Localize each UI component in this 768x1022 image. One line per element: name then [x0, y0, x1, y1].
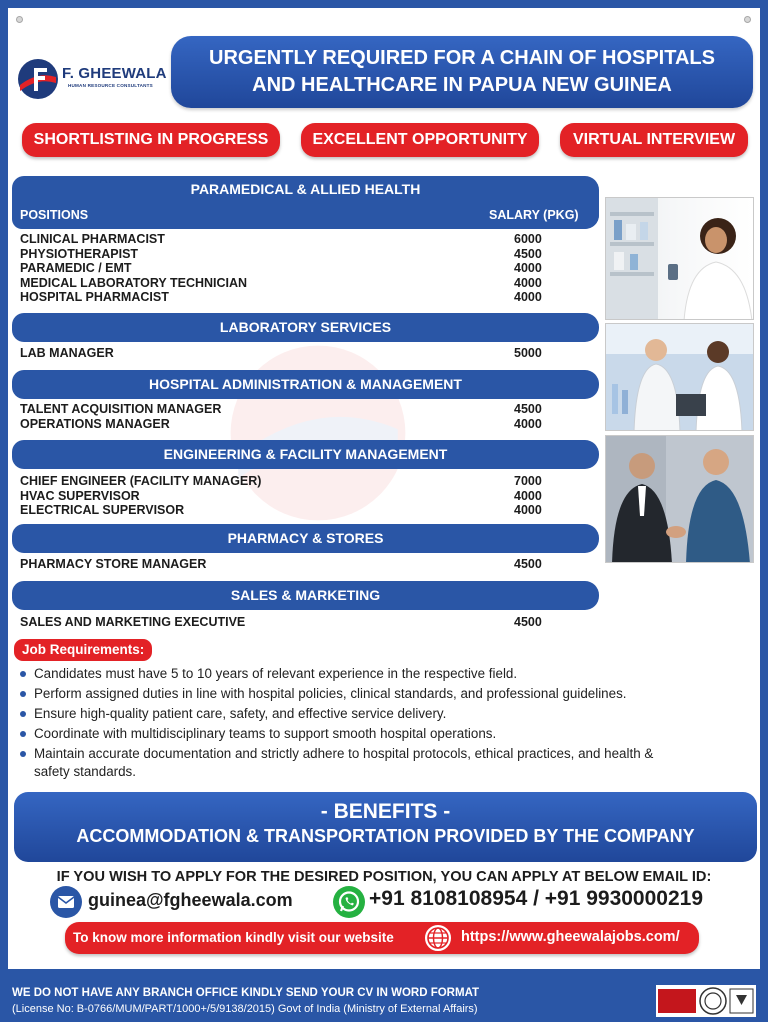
job-list [20, 232, 580, 305]
positions-header: POSITIONS [20, 208, 89, 222]
requirement-item: Candidates must have 5 to 10 years of relevant experience in the respective field. [16, 665, 736, 685]
iso-badge-icon [658, 989, 696, 1013]
section-title: PARAMEDICAL & ALLIED HEALTH [190, 181, 421, 197]
section-header-laboratory [12, 313, 599, 342]
section-title: SALES & MARKETING [230, 587, 381, 603]
section-header-administration [12, 370, 599, 399]
job-row [20, 557, 580, 572]
pin-dot [744, 16, 751, 23]
footer-notice: WE DO NOT HAVE ANY BRANCH OFFICE KINDLY SEND YOUR CV IN WORD FORMAT [12, 987, 480, 999]
requirements-label: Job Requirements: [14, 639, 152, 661]
pin-dot [16, 16, 23, 23]
email-address[interactable]: guinea@fgheewala.com [88, 890, 293, 910]
job-row [20, 261, 580, 276]
job-title: HOSPITAL PHARMACIST [20, 290, 169, 305]
headline-banner [171, 36, 753, 108]
job-title: MEDICAL LABORATORY TECHNICIAN [20, 275, 248, 290]
job-title: LAB MANAGER [20, 346, 114, 360]
job-row [20, 290, 580, 305]
job-list [20, 615, 580, 630]
job-salary: 5000 [514, 346, 542, 360]
footer-license: (License No: B-0766/MUM/PART/1000+/5/9138/2015) Govt of India (Ministry of External Affairs) [12, 1003, 478, 1015]
job-title: TALENT ACQUISITION MANAGER [20, 402, 222, 416]
job-row [20, 232, 580, 247]
job-list [20, 557, 580, 572]
company-logo [16, 53, 176, 109]
certification-badges [656, 985, 756, 1017]
benefits-banner [14, 792, 757, 862]
job-salary: 4500 [514, 615, 542, 629]
job-salary: 4000 [514, 290, 542, 305]
headline-line-2: AND HEALTHCARE IN PAPUA NEW GUINEA [252, 74, 672, 96]
job-row [20, 615, 580, 630]
job-salary: 4000 [514, 503, 542, 518]
job-salary: 7000 [514, 474, 542, 488]
section-title: LABORATORY SERVICES [219, 319, 392, 335]
requirement-item: Perform assigned duties in line with hospital policies, clinical standards, and professional guidelines. [16, 685, 736, 705]
handshake-illustration [606, 436, 754, 563]
handshake-photo [605, 435, 754, 563]
whatsapp-icon [333, 886, 365, 918]
job-salary: 4000 [514, 488, 542, 503]
tag-opportunity: EXCELLENT OPPORTUNITY [301, 123, 539, 157]
job-title: PARAMEDIC / EMT [20, 261, 132, 276]
job-salary: 4500 [514, 246, 542, 261]
section-title: HOSPITAL ADMINISTRATION & MANAGEMENT [149, 376, 462, 392]
job-row [20, 276, 580, 291]
job-row [20, 489, 580, 504]
job-title: PHYSIOTHERAPIST [20, 246, 139, 261]
job-salary: 4000 [514, 275, 542, 290]
globe-icon [423, 923, 453, 953]
bureau-veritas-icon [700, 988, 726, 1014]
requirement-item: Coordinate with multidisciplinary teams to support smooth hospital operations. [16, 725, 736, 745]
job-row [20, 417, 580, 432]
requirements-list [16, 665, 736, 781]
brand-tagline: HUMAN RESOURCE CONSULTANTS [68, 83, 153, 88]
job-salary: 4500 [514, 402, 542, 416]
job-row [20, 474, 580, 489]
table-header [12, 204, 599, 229]
tag-shortlisting: SHORTLISTING IN PROGRESS [22, 123, 280, 157]
envelope-icon [50, 886, 82, 918]
job-title: PHARMACY STORE MANAGER [20, 557, 207, 571]
lab-photo [605, 323, 754, 431]
requirement-item: Maintain accurate documentation and strictly adhere to hospital protocols, ethical practices, and health & safety standards. [16, 745, 666, 781]
headline-line-1: URGENTLY REQUIRED FOR A CHAIN OF HOSPITALS [209, 47, 715, 69]
salary-header: SALARY (PKG) [489, 208, 579, 222]
website-label: To know more information kindly visit our website [73, 930, 394, 945]
section-title: PHARMACY & STORES [227, 530, 384, 546]
brand-name: F. GHEEWALA [62, 65, 167, 82]
website-link[interactable]: https://www.gheewalajobs.com/ [461, 929, 680, 945]
job-title: SALES AND MARKETING EXECUTIVE [20, 615, 246, 629]
job-row [20, 402, 580, 417]
job-salary: 6000 [514, 232, 542, 246]
job-salary: 4000 [514, 261, 542, 276]
job-row [20, 346, 580, 361]
job-title: OPERATIONS MANAGER [20, 416, 170, 431]
job-row [20, 503, 580, 518]
section-header-sales [12, 581, 599, 610]
benefits-text: ACCOMMODATION & TRANSPORTATION PROVIDED BY THE COMPANY [76, 826, 695, 846]
job-title: CLINICAL PHARMACIST [20, 232, 165, 246]
job-salary: 4500 [514, 557, 542, 571]
job-list [20, 402, 580, 431]
requirement-item: Ensure high-quality patient care, safety, and effective service delivery. [16, 705, 736, 725]
section-title: ENGINEERING & FACILITY MANAGEMENT [163, 446, 448, 462]
job-title: CHIEF ENGINEER (FACILITY MANAGER) [20, 474, 262, 488]
pharmacist-illustration [606, 198, 754, 320]
f-logo-icon [16, 57, 60, 101]
job-title: HVAC SUPERVISOR [20, 488, 140, 503]
section-header-pharmacy [12, 524, 599, 553]
apply-instructions: IF YOU WISH TO APPLY FOR THE DESIRED POSITION, YOU CAN APPLY AT BELOW EMAIL ID: [56, 869, 712, 885]
lab-illustration [606, 324, 754, 431]
email-contact[interactable] [50, 884, 330, 920]
tag-virtual-interview: VIRTUAL INTERVIEW [560, 123, 748, 157]
job-title: ELECTRICAL SUPERVISOR [20, 503, 185, 518]
footer [0, 969, 768, 1022]
pharmacist-photo [605, 197, 754, 320]
phone-numbers[interactable]: +91 8108108954 / +91 9930000219 [369, 887, 704, 910]
benefits-title: - BENEFITS - [320, 800, 451, 823]
section-header-engineering [12, 440, 599, 469]
job-list [20, 346, 580, 361]
website-banner[interactable] [65, 922, 699, 954]
job-salary: 4000 [514, 416, 542, 431]
phone-contact[interactable] [333, 884, 753, 920]
job-row [20, 247, 580, 262]
job-list [20, 474, 580, 518]
